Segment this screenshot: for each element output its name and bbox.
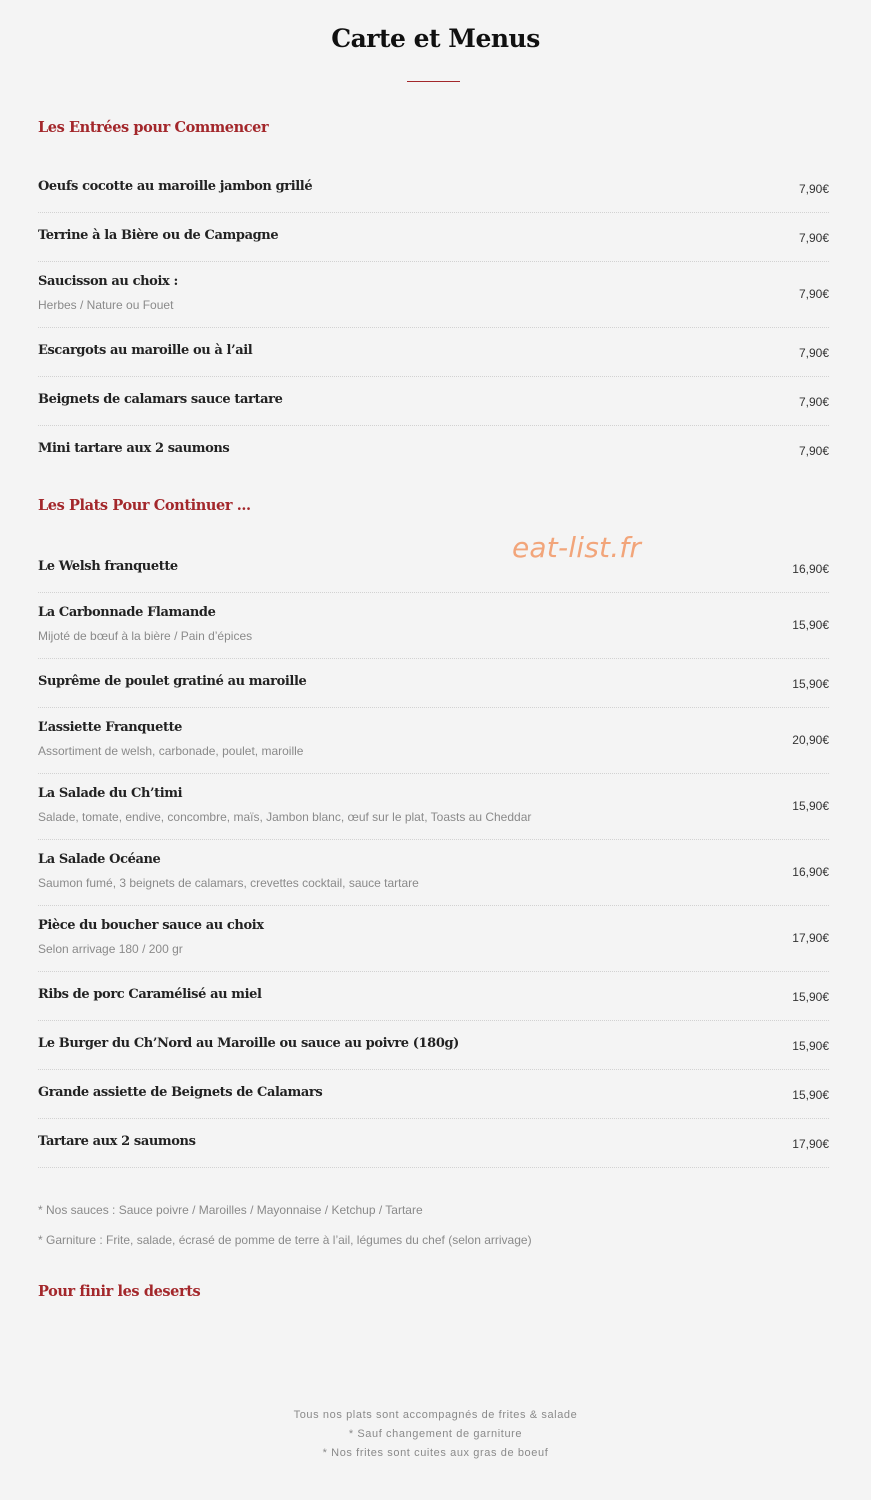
item-description: Herbes / Nature ou Fouet <box>38 298 174 312</box>
item-description: Salade, tomate, endive, concombre, maïs, Jambon blanc, œuf sur le plat, Toasts au Cheddar <box>38 810 532 824</box>
title-divider <box>407 81 460 82</box>
item-price: 17,90€ <box>792 1137 829 1151</box>
section-title-desserts: Pour finir les deserts <box>38 1283 201 1300</box>
item-description: Assortiment de welsh, carbonade, poulet, maroille <box>38 744 304 758</box>
item-name: Ribs de porc Caramélisé au miel <box>38 987 262 1002</box>
item-name: La Salade Océane <box>38 852 161 867</box>
item-name: L’assiette Franquette <box>38 720 183 735</box>
section-title-plats: Les Plats Pour Continuer ... <box>38 497 251 514</box>
item-price: 7,90€ <box>798 231 829 245</box>
item-name: Grande assiette de Beignets de Calamars <box>38 1085 323 1100</box>
menu-item <box>38 426 829 474</box>
sauces-note: * Nos sauces : Sauce poivre / Maroilles / Mayonnaise / Ketchup / Tartare <box>38 1203 423 1217</box>
menu-item <box>38 164 829 213</box>
item-price: 15,90€ <box>792 677 829 691</box>
footer-line: Tous nos plats sont accompagnés de frites & salade <box>293 1409 578 1421</box>
menu-item <box>38 906 829 972</box>
item-name: Mini tartare aux 2 saumons <box>38 441 230 456</box>
menu-item <box>38 972 829 1021</box>
menu-list-plats <box>38 544 829 1168</box>
item-price: 16,90€ <box>792 562 829 576</box>
item-name: Tartare aux 2 saumons <box>38 1134 196 1149</box>
page-title: Carte et Menus <box>331 24 540 53</box>
menu-item <box>38 659 829 708</box>
item-price: 16,90€ <box>792 865 829 879</box>
menu-item <box>38 544 829 593</box>
item-name: La Carbonnade Flamande <box>38 605 216 620</box>
watermark-text: eat-list.fr <box>512 531 642 564</box>
item-name: Oeufs cocotte au maroille jambon grillé <box>38 179 313 194</box>
item-description: Mijoté de bœuf à la bière / Pain d’épices <box>38 629 253 643</box>
item-price: 15,90€ <box>792 1088 829 1102</box>
menu-item <box>38 1070 829 1119</box>
item-price: 17,90€ <box>792 931 829 945</box>
item-name: Suprême de poulet gratiné au maroille <box>38 674 307 689</box>
item-price: 15,90€ <box>792 990 829 1004</box>
item-name: Beignets de calamars sauce tartare <box>38 392 283 407</box>
footer-line: * Nos frites sont cuites aux gras de boeuf <box>322 1447 549 1459</box>
item-name: Le Welsh franquette <box>38 559 178 574</box>
item-price: 7,90€ <box>798 182 829 196</box>
section-title-entrees: Les Entrées pour Commencer <box>38 119 269 136</box>
menu-item <box>38 708 829 774</box>
item-price: 7,90€ <box>798 346 829 360</box>
menu-item <box>38 593 829 659</box>
menu-item <box>38 213 829 262</box>
menu-item <box>38 1119 829 1168</box>
menu-item <box>38 328 829 377</box>
menu-item <box>38 377 829 426</box>
item-price: 20,90€ <box>792 733 829 747</box>
menu-item <box>38 840 829 906</box>
garniture-note: * Garniture : Frite, salade, écrasé de pomme de terre à l’ail, légumes du chef (selon arrivage) <box>38 1233 532 1247</box>
menu-item <box>38 262 829 328</box>
footer-line: * Sauf changement de garniture <box>348 1428 523 1440</box>
item-price: 7,90€ <box>798 287 829 301</box>
menu-item <box>38 1021 829 1070</box>
item-description: Saumon fumé, 3 beignets de calamars, crevettes cocktail, sauce tartare <box>38 876 419 890</box>
menu-list-entrees <box>38 164 829 474</box>
item-price: 15,90€ <box>792 618 829 632</box>
item-description: Selon arrivage 180 / 200 gr <box>38 942 183 956</box>
item-name: Pièce du boucher sauce au choix <box>38 918 264 933</box>
item-price: 7,90€ <box>798 395 829 409</box>
item-price: 15,90€ <box>792 799 829 813</box>
item-price: 7,90€ <box>798 444 829 458</box>
item-name: Escargots au maroille ou à l’ail <box>38 343 253 358</box>
menu-item <box>38 774 829 840</box>
item-name: Saucisson au choix : <box>38 274 178 289</box>
item-price: 15,90€ <box>792 1039 829 1053</box>
item-name: La Salade du Ch’timi <box>38 786 183 801</box>
item-name: Le Burger du Ch’Nord au Maroille ou sauce au poivre (180g) <box>38 1036 459 1051</box>
item-name: Terrine à la Bière ou de Campagne <box>38 228 279 243</box>
